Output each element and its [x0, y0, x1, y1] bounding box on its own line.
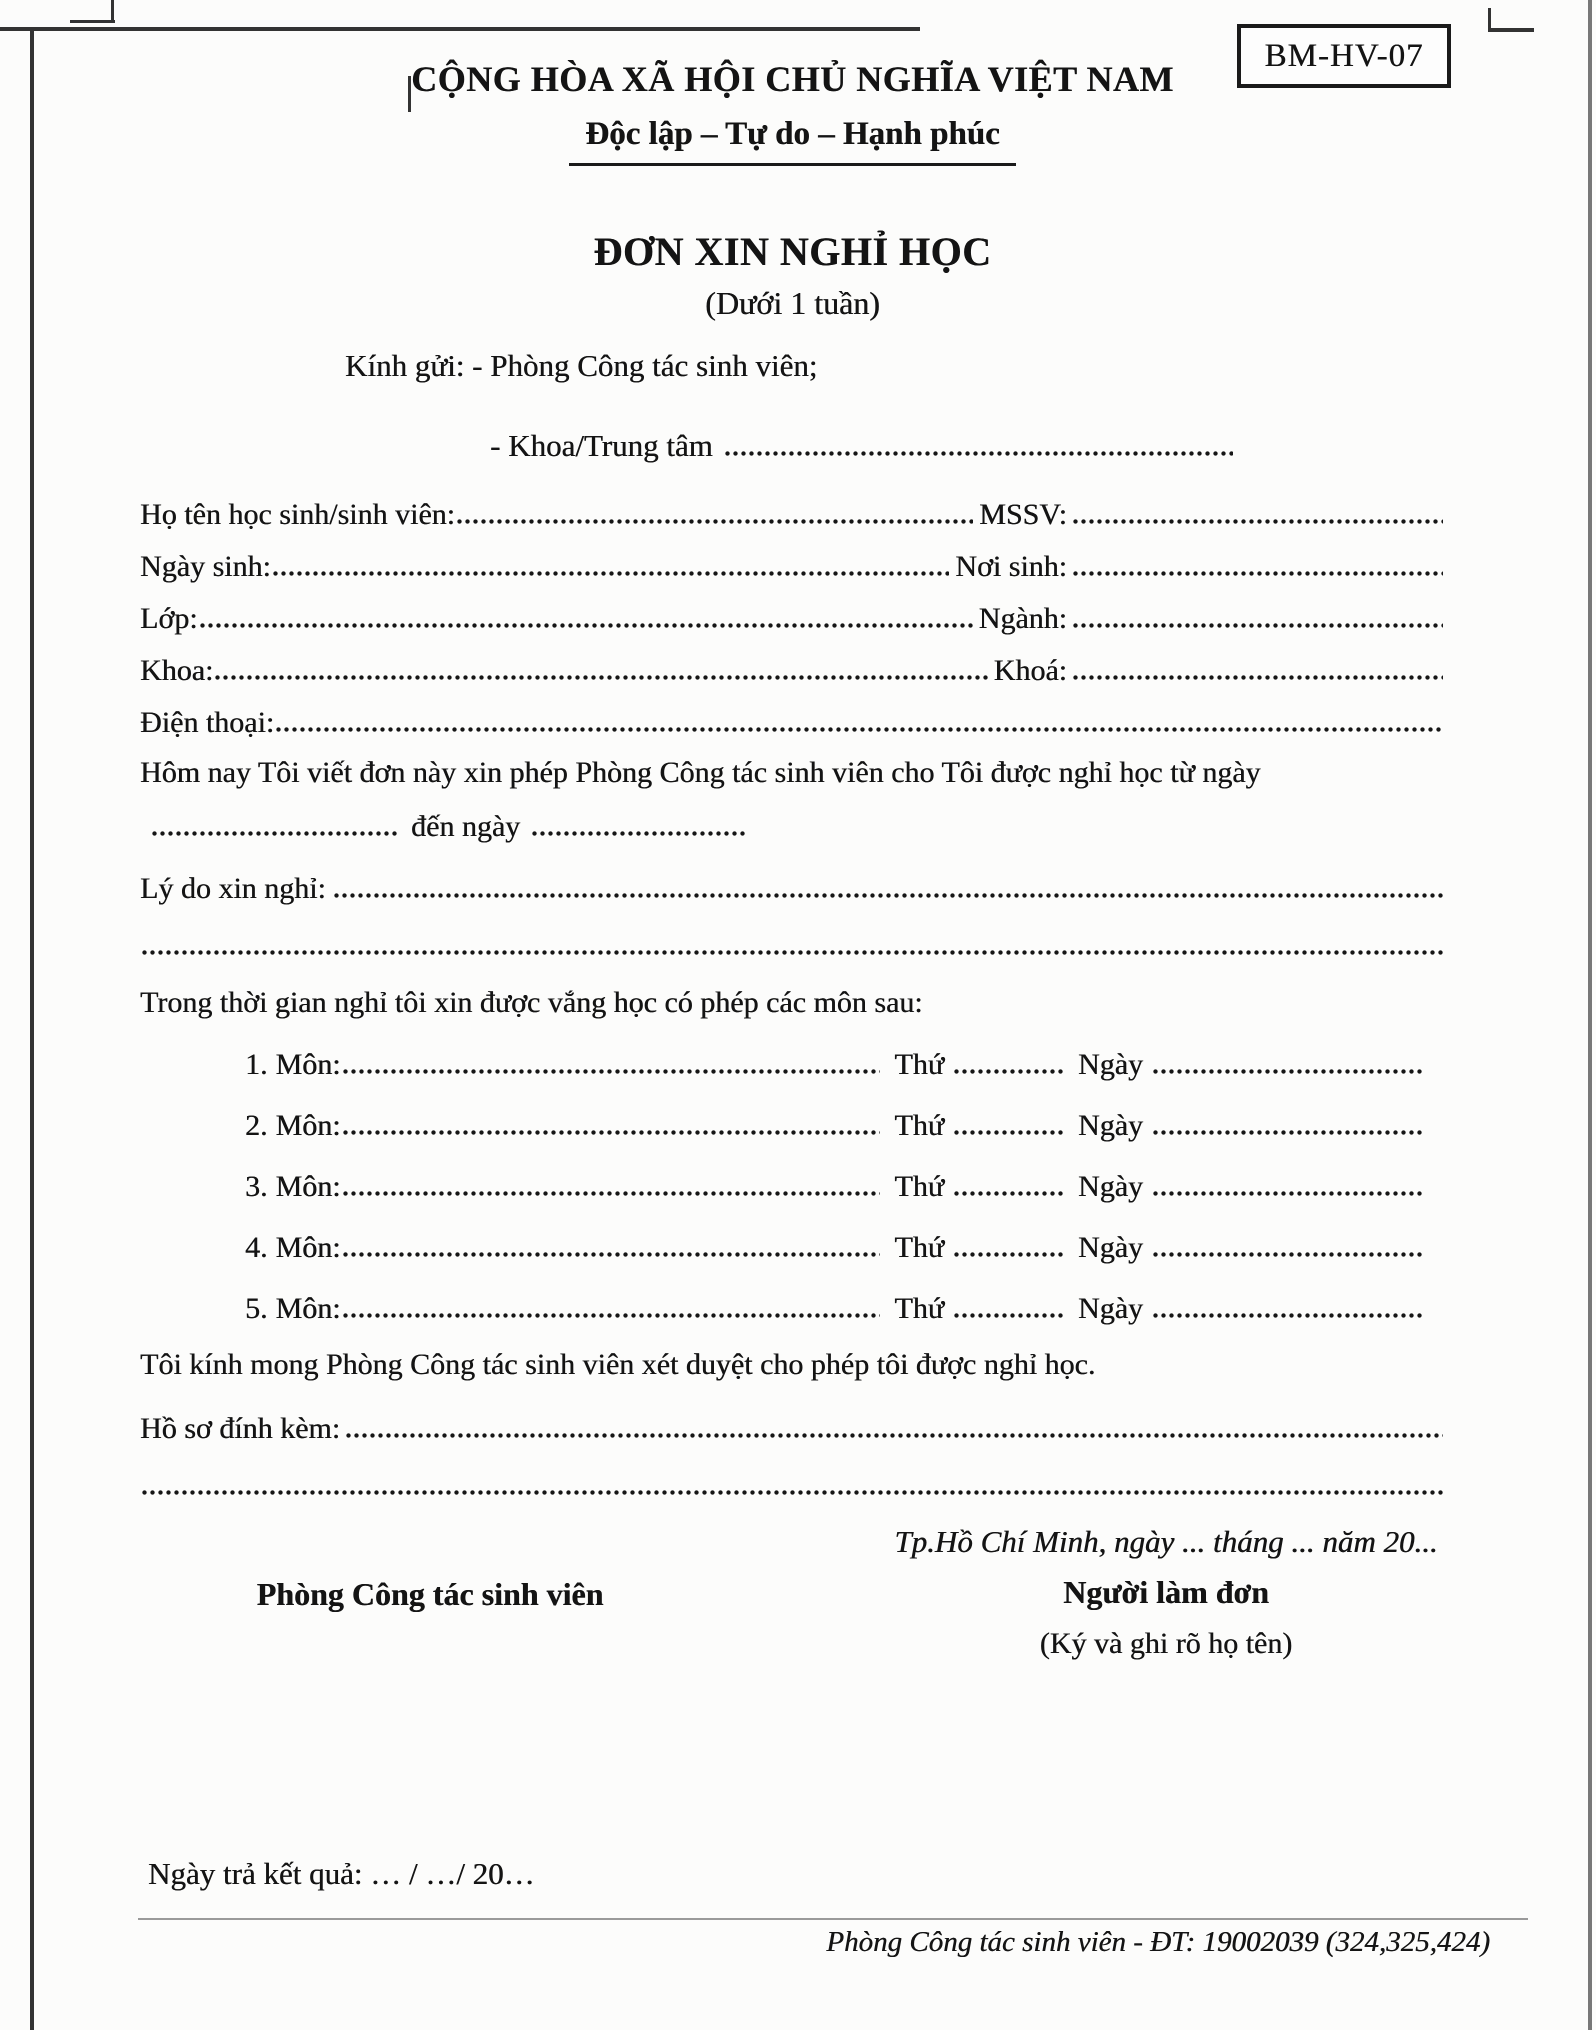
- field-label-name: Họ tên học sinh/sinh viên:: [140, 498, 455, 531]
- office-signature-title: Phòng Công tác sinh viên: [256, 1576, 604, 1612]
- dotted-fill-line: [152, 831, 399, 836]
- dotted-fill-line: [457, 519, 973, 524]
- field-label-birthdate: Ngày sinh:: [140, 550, 271, 583]
- subject-label: Môn:: [275, 1048, 341, 1081]
- dotted-fill-line: [276, 727, 1443, 732]
- signature-note: (Ký và ghi rõ họ tên): [1039, 1627, 1293, 1660]
- date-label: Ngày: [1078, 1231, 1143, 1264]
- dotted-fill-line: [200, 623, 973, 628]
- date-label: Ngày: [1078, 1048, 1143, 1081]
- to-date-label: đến ngày: [411, 810, 521, 843]
- applicant-signature-title: Người làm đơn: [1063, 1574, 1269, 1610]
- national-motto: Độc lập – Tự do – Hạnh phúc: [569, 116, 1015, 166]
- dotted-fill-line: [954, 1191, 1064, 1196]
- scan-right-border-line: [1588, 0, 1592, 2030]
- dotted-fill-line: [343, 1191, 881, 1196]
- form-title: ĐƠN XIN NGHỈ HỌC: [593, 229, 992, 274]
- recipient-line2-label: - Khoa/Trung tâm: [490, 428, 713, 463]
- dotted-fill-line: [343, 1130, 881, 1135]
- dotted-fill-line: [215, 675, 987, 680]
- subject-row-2: [245, 1109, 1425, 1170]
- subject-row-3: [245, 1170, 1425, 1231]
- field-label-major: Ngành:: [978, 602, 1067, 635]
- dotted-fill-line: [1073, 623, 1443, 628]
- subject-label: Môn:: [275, 1170, 341, 1203]
- form-content: [140, 0, 1490, 2030]
- scan-corner-mark-top-right-vertical: [1488, 8, 1491, 30]
- dotted-fill-line: [1073, 675, 1443, 680]
- dotted-fill-line: [954, 1252, 1064, 1257]
- national-header: [140, 58, 1445, 166]
- form-code: BM-HV-07: [1264, 37, 1424, 74]
- scan-left-border-line: [30, 27, 34, 2030]
- dotted-fill-line: [1153, 1191, 1423, 1196]
- dotted-fill-line: [1073, 571, 1443, 576]
- dotted-fill-line: [954, 1069, 1064, 1074]
- subject-number: 1.: [245, 1048, 268, 1081]
- date-range-line: [150, 810, 750, 844]
- dotted-fill-line: [334, 893, 1443, 898]
- weekday-label: Thứ: [894, 1292, 945, 1325]
- field-row-faculty-cohort: [140, 654, 1445, 706]
- subject-number: 4.: [245, 1231, 268, 1264]
- recipient-line2: [490, 428, 1235, 464]
- dotted-fill-line: [142, 1490, 1443, 1495]
- field-row-name-mssv: [140, 498, 1445, 550]
- dotted-fill-line: [954, 1313, 1064, 1318]
- attachment-label: Hồ sơ đính kèm:: [140, 1412, 341, 1445]
- recipient-block: [345, 348, 1245, 464]
- dotted-fill-line: [1153, 1130, 1423, 1135]
- subject-number: 5.: [245, 1292, 268, 1325]
- reason-continuation-line: [140, 950, 1445, 955]
- dotted-fill-line: [532, 831, 748, 836]
- dotted-fill-line: [1073, 519, 1443, 524]
- dotted-fill-line: [343, 1069, 881, 1074]
- reason-row: [140, 872, 1445, 906]
- dotted-fill-line: [1153, 1069, 1423, 1074]
- attachment-row: [140, 1412, 1445, 1446]
- closing-sentence: Tôi kính mong Phòng Công tác sinh viên xét duyệt cho phép tôi được nghỉ học.: [140, 1348, 1096, 1381]
- dotted-fill-line: [273, 571, 949, 576]
- scan-corner-mark-top-left-vertical: [111, 0, 114, 23]
- place-date-line: Tp.Hồ Chí Minh, ngày ... tháng ... năm 20...: [894, 1524, 1438, 1559]
- footer-contact-line: Phòng Công tác sinh viên - ĐT: 19002039 (324,325,424): [826, 1926, 1490, 1958]
- recipient-line1: Kính gửi: - Phòng Công tác sinh viên;: [345, 348, 818, 383]
- result-date-line: Ngày trả kết quả: … / …/ 20…: [148, 1856, 535, 1891]
- field-label-phone: Điện thoại:: [140, 706, 275, 739]
- weekday-label: Thứ: [894, 1170, 945, 1203]
- subjects-intro: Trong thời gian nghỉ tôi xin được vắng học có phép các môn sau:: [140, 986, 923, 1019]
- reason-label: Lý do xin nghỉ:: [140, 872, 326, 905]
- request-paragraph: [140, 756, 1445, 844]
- signature-right-block: [858, 1524, 1474, 1661]
- subject-number: 2.: [245, 1109, 268, 1142]
- dotted-fill-line: [346, 1433, 1443, 1438]
- field-label-mssv: MSSV:: [979, 498, 1067, 531]
- field-row-class-major: [140, 602, 1445, 654]
- title-block: [140, 228, 1445, 322]
- dotted-fill-line: [1153, 1313, 1423, 1318]
- dotted-fill-line: [1153, 1252, 1423, 1257]
- dotted-fill-line: [725, 451, 1233, 456]
- weekday-label: Thứ: [894, 1231, 945, 1264]
- national-title: CỘNG HÒA XÃ HỘI CHỦ NGHĨA VIỆT NAM: [411, 59, 1174, 99]
- field-label-cohort: Khoá:: [993, 654, 1067, 687]
- dotted-fill-line: [343, 1252, 881, 1257]
- request-line: Hôm nay Tôi viết đơn này xin phép Phòng Công tác sinh viên cho Tôi được nghỉ học từ ngày: [140, 756, 1261, 789]
- date-label: Ngày: [1078, 1292, 1143, 1325]
- dotted-fill-line: [343, 1313, 881, 1318]
- dotted-fill-line: [142, 950, 1443, 955]
- weekday-label: Thứ: [894, 1048, 945, 1081]
- subject-number: 3.: [245, 1170, 268, 1203]
- form-subtitle: (Dưới 1 tuần): [705, 285, 880, 321]
- subject-row-4: [245, 1231, 1425, 1292]
- date-label: Ngày: [1078, 1170, 1143, 1203]
- attachment-continuation-line: [140, 1490, 1445, 1495]
- field-row-phone: [140, 706, 1445, 758]
- identity-fields: [140, 498, 1445, 758]
- field-label-class: Lớp:: [140, 602, 198, 635]
- subject-label: Môn:: [275, 1292, 341, 1325]
- field-label-birthplace: Nơi sinh:: [955, 550, 1067, 583]
- subject-row-1: [245, 1048, 1425, 1109]
- subject-row-5: [245, 1292, 1425, 1353]
- date-label: Ngày: [1078, 1109, 1143, 1142]
- weekday-label: Thứ: [894, 1109, 945, 1142]
- field-row-birthdate-birthplace: [140, 550, 1445, 602]
- field-label-faculty: Khoa:: [140, 654, 214, 687]
- subject-label: Môn:: [275, 1109, 341, 1142]
- scan-corner-mark-top-left: [70, 20, 115, 23]
- dotted-fill-line: [954, 1130, 1064, 1135]
- subject-label: Môn:: [275, 1231, 341, 1264]
- subject-rows: [245, 1048, 1425, 1353]
- scan-corner-mark-top-right: [1488, 28, 1534, 32]
